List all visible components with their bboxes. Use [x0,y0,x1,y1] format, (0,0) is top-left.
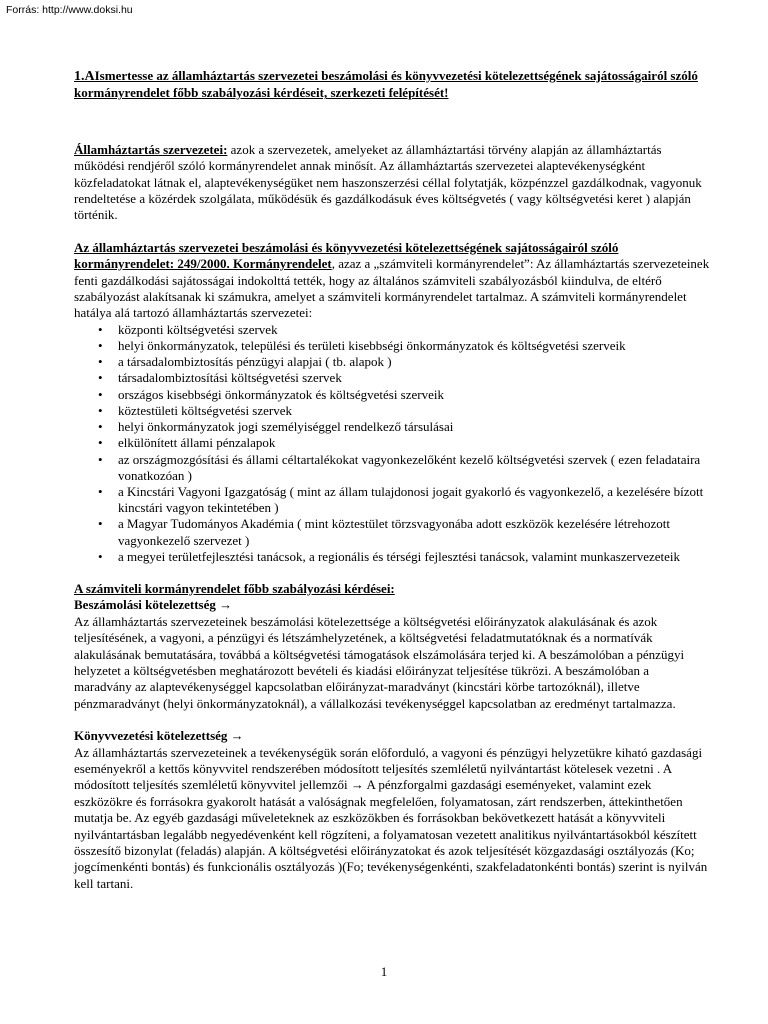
list-item [98,516,710,548]
list-item-text: helyi önkormányzatok, települési és területi kisebbségi önkormányzatok és költségvetési szerveik [118,338,626,354]
organization-list [74,322,710,565]
list-item [98,419,710,435]
bullet-icon: • [98,338,103,354]
list-item-text: az országmozgósítási és állami céltartalékokat vagyonkezelőként kezelő költségvetési szervek ( ezen feladataira vonatkozóan ) [118,451,701,483]
title-text: Ismertesse az államháztartás szervezetei beszámolási és könyvvezetési kötelezettségének sajátosságairól szóló kormányrendelet főbb szabályozási kérdéseit, szerkezeti felépítését! [74,68,698,101]
list-item [98,403,710,419]
bullet-icon: • [98,402,103,418]
list-item [98,452,710,484]
bookkeeping-obligation-text: Az államháztartás szervezeteinek a tevékenységük során előforduló, a vagyoni és pénzügyi helyzetükre kiható gazdasági eseményekről a kettős könyvvitel rendszerében módosított teljesítés szemléletű nyilvántartást kötelesek vezetni . A módosított teljesítés szemléletű könyvvitel jellemzői → A pénzforgalmi gazdasági eseményeket, valamint ezek eszközökre és forrásokra gyakorolt hatását a valóságnak megfelelően, folyamatosan, zárt rendszerben, áttekinthetően mutatja be. Az egyéb gazdasági műveleteknek az eszközökben és forrásokban bekövetkezett hatását a könyvviteli nyilvántartásban legalább negyedévenként kell rögzíteni, a folyamatosan vezetett analitikus nyilvántartásokból készített összesítő bizonylat (feladás) alapján. A költségvetési előirányzatokat és azok teljesítését közgazdasági osztályozás (Ko; jogcímenkénti bontás) és funkcionális osztályozás )(Fo; tevékenységenkénti, szakfeladatonkénti bontás) szerint is nyilván kell tartani. [74,744,708,891]
list-item-text: a Kincstári Vagyoni Igazgatóság ( mint az állam tulajdonosi jogait gyakorló és vagyonkezelő, a kezelésére bízott kincstári vagyon tekintetében ) [118,483,704,516]
list-item-text: a Magyar Tudományos Akadémia ( mint köztestület törzsvagyonába adott eszközök kezelésére létrehozott vagyonkezelő szervezet ) [118,516,670,548]
list-item-text: a társadalombiztosítás pénzügyi alapjai ( tb. alapok ) [118,354,392,370]
list-item-text: központi költségvetési szervek [118,321,278,337]
document-title [74,68,710,102]
section-public-finance-organizations [74,142,710,224]
bullet-icon: • [98,321,103,337]
list-item [98,549,710,565]
page-number: 1 [380,964,388,979]
bullet-icon: • [98,483,103,499]
list-item-text: köztestületi költségvetési szervek [118,402,293,418]
section1-text: azok a szervezetek, amelyeket az államháztartási törvény alapján az államháztartás működési rendjéről szóló kormányrendelet annak minősít. Az államháztartás szervezetei alaptevékenységként közfeladatokat látnak el, alaptevékenységüket nem haszonszerzési céllal folytatják, közpénzzel gazdálkodnak, vagyonuk rendeltetése a közérdek szolgálata, működésük és gazdálkodásuk éves költségvetés ( vagy költségvetési keret ) alapján történik. [74,141,702,223]
bullet-icon: • [98,419,103,435]
bullet-icon: • [98,435,103,451]
source-line: Forrás: http://www.doksi.hu [6,4,133,16]
list-item [98,484,710,516]
list-item-text: társadalombiztosítási költségvetési szervek [118,370,342,386]
list-item [98,322,710,338]
list-item-text: a megyei területfejlesztési tanácsok, a regionális és térségi fejlesztési tanácsok, valamint munkaszervezeteik [118,548,681,564]
list-item-text: elkülönített állami pénzalapok [118,435,276,451]
bullet-icon: • [98,516,103,532]
bullet-icon: • [98,370,103,386]
list-item [98,354,710,370]
section2-lead: Az államháztartás szervezetei beszámolási és könyvvezetési kötelezettségének sajátosságairól szóló kormányrendelet: 249/2000. Kormányrendelet [74,239,619,272]
bookkeeping-obligation-heading: Könyvvezetési kötelezettség → [74,728,244,744]
bullet-icon: • [98,548,103,564]
list-item [98,387,710,403]
title-number: 1.A [74,69,95,84]
list-item [98,435,710,451]
list-item [98,338,710,354]
section3-heading: A számviteli kormányrendelet főbb szabályozási kérdései: [74,580,395,596]
list-item [98,370,710,386]
list-item-text: országos kisebbségi önkormányzatok és költségvetési szerveik [118,386,444,402]
reporting-obligation-heading: Beszámolási kötelezettség → [74,597,233,613]
bullet-icon: • [98,451,103,467]
document-body [74,68,710,892]
section2-text: , azaz a „számviteli kormányrendelet”: Az államháztartás szervezeteinek fenti gazdálkodási sajátosságai indokolttá tették, hogy az általános számviteli szabályozásból kiindulva, de eltérő szabályozást alakítsanak ki számukra, amelyet a számviteli kormányrendelet tartalmaz. A számviteli kormányrendelet hatálya alá tartozó államháztartás szervezetei: [74,256,710,321]
list-item-text: helyi önkormányzatok jogi személyiséggel rendelkező társulásai [118,419,454,435]
section1-lead: Államháztartás szervezetei: [74,141,228,157]
bullet-icon: • [98,386,103,402]
section-accounting-decree [74,240,710,322]
bullet-icon: • [98,354,103,370]
reporting-obligation-text: Az államháztartás szervezeteinek beszámolási kötelezettsége a költségvetési előirányzatok alakulásának és azok teljesítésének, a vagyoni, a pénzügyi és létszámhelyzetének, a költségvetési feladatmutatóknak és a normatívák alakulásának bemutatására, továbbá a költségvetési támogatások elszámolására terjed ki. A beszámolóban a pénzügyi helyzetet a költségvetésben meghatározott bevételi és kiadási előirányzat teljesítése tükrözi. A beszámolóban a maradvány az alaptevékenységgel kapcsolatban előirányzat-maradványt (kincstári körbe tartozóknál), illetve pénzmaradványt (helyi önkormányzatoknál), a vállalkozási tevékenységgel kapcsolatban az eredményt tartalmazza. [74,613,685,711]
